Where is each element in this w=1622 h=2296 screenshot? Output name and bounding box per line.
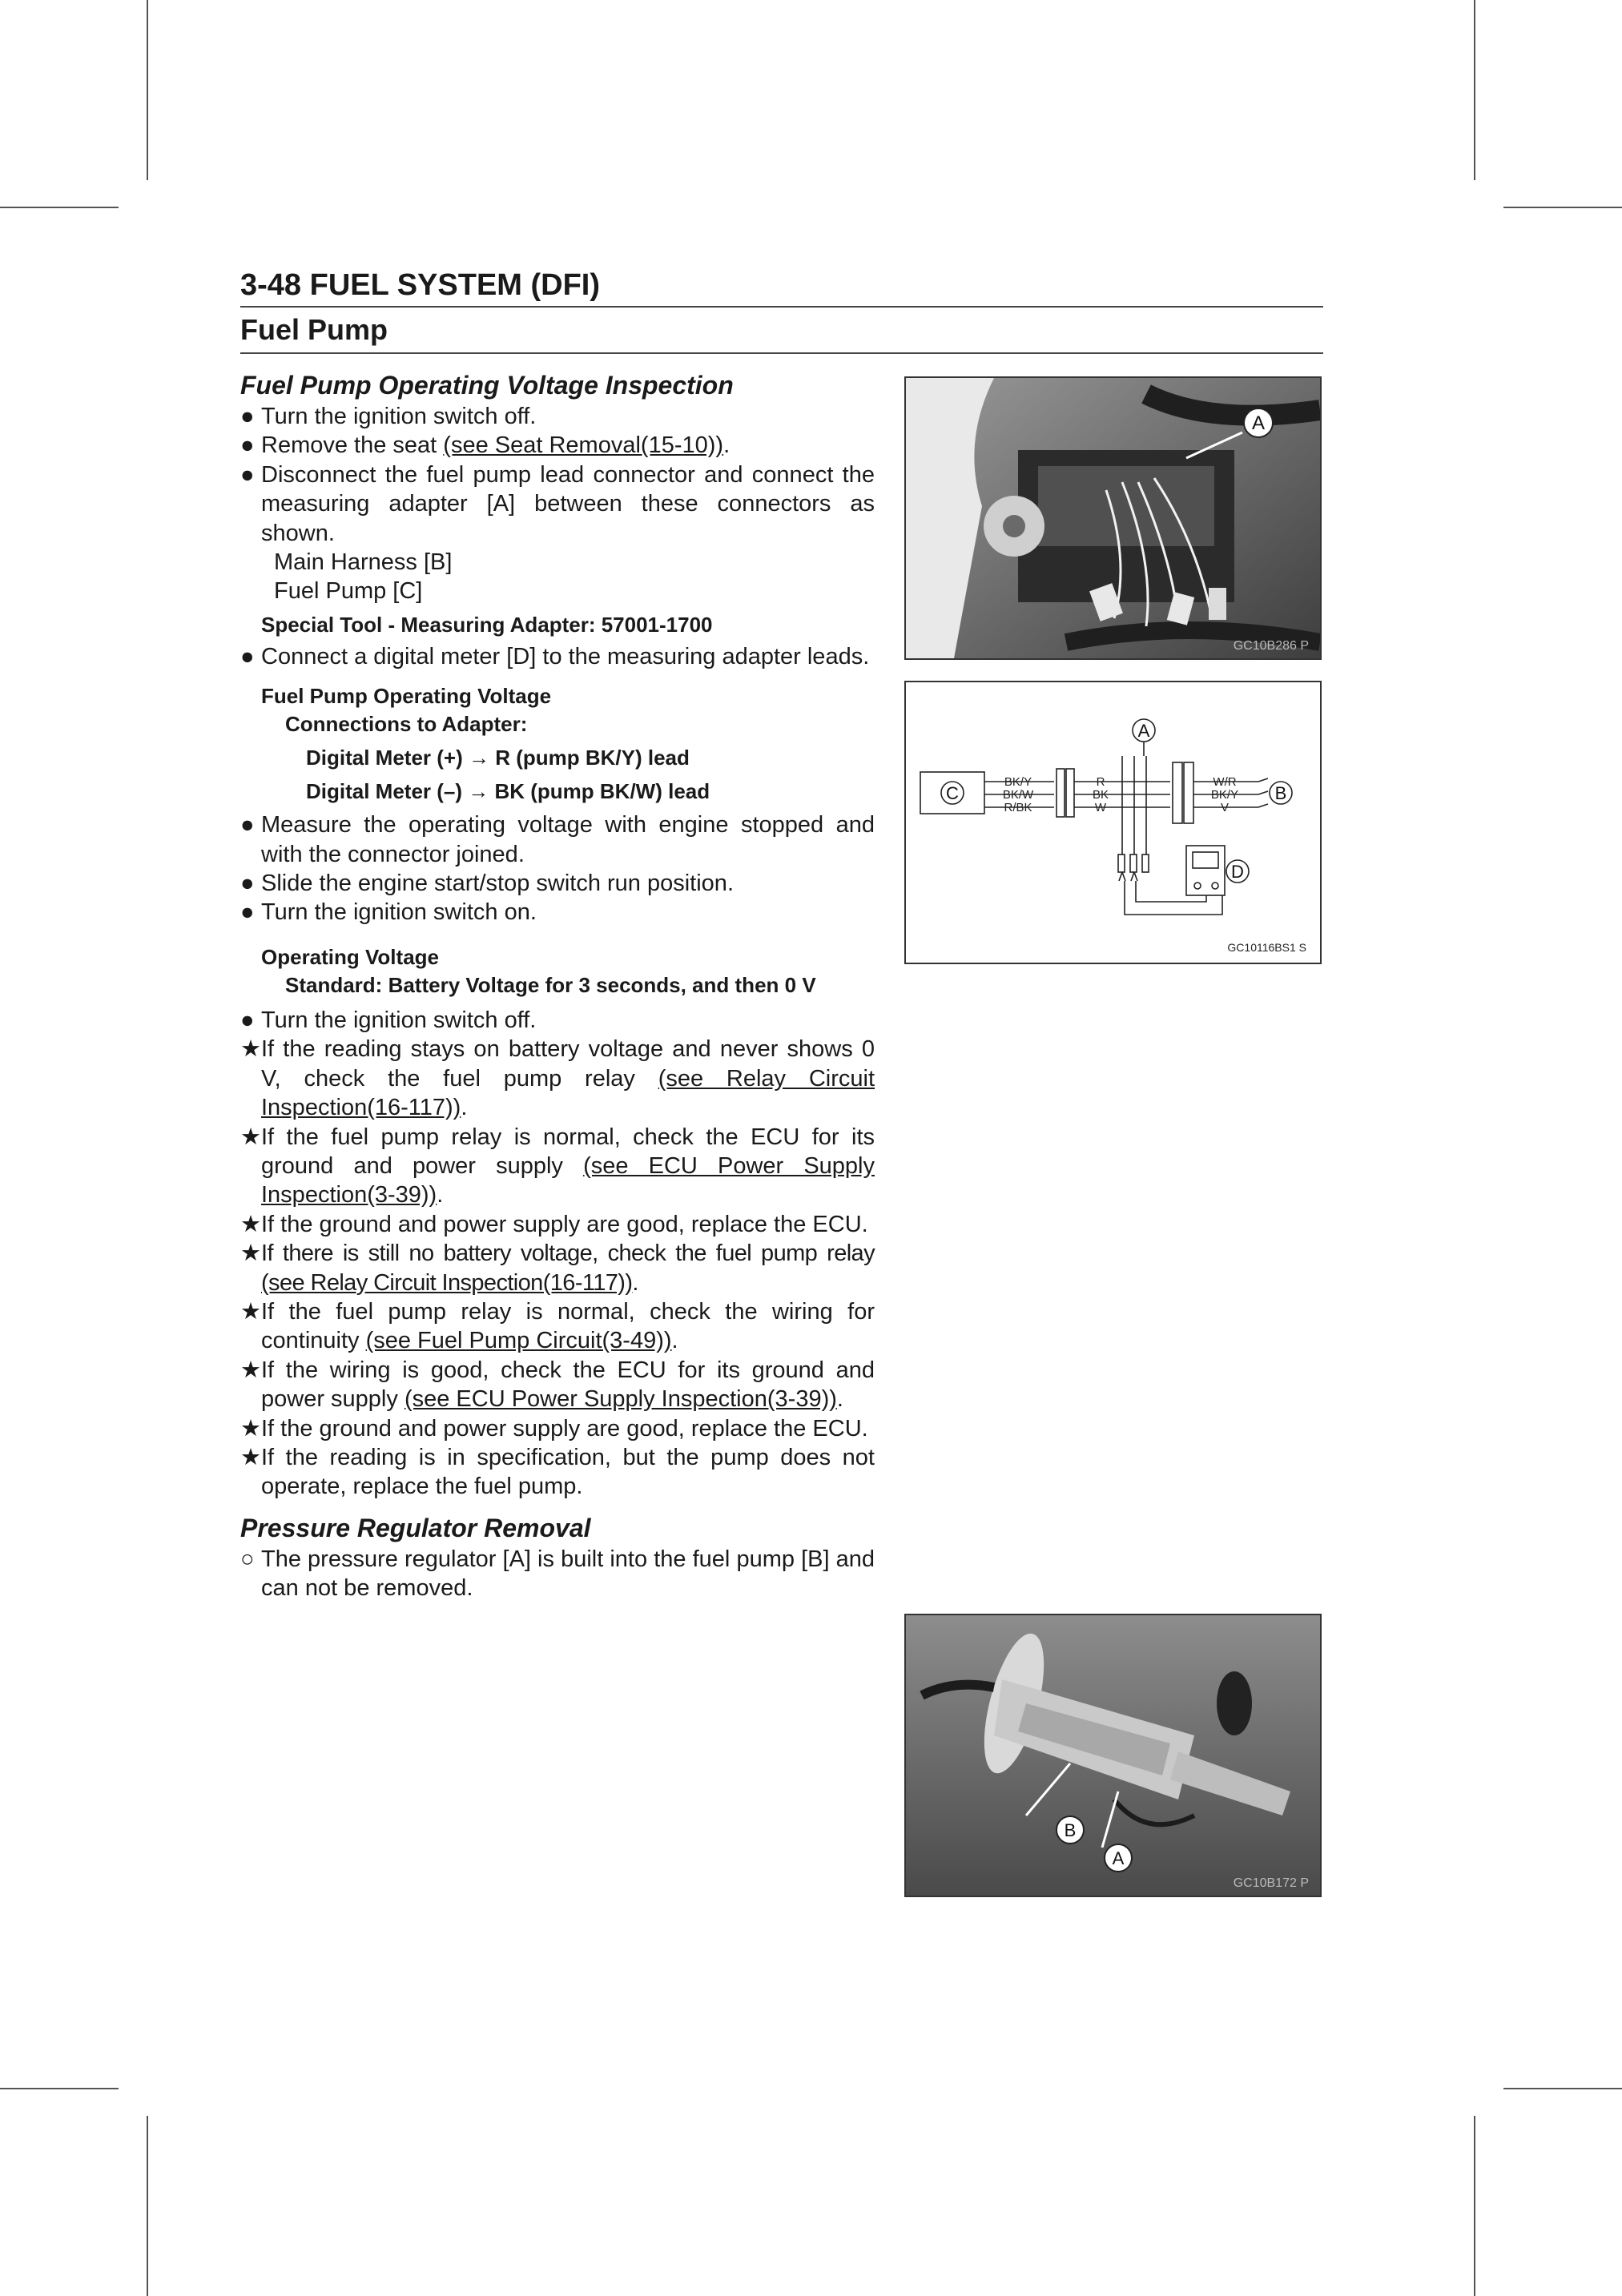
spec-line-negative: Digital Meter (–) → BK (pump BK/W) lead	[306, 779, 710, 804]
callout-a: A	[1251, 412, 1266, 434]
callout-c: C	[946, 783, 959, 803]
step-item: ● Measure the operating voltage with engine stopped and with the connector joined.	[240, 812, 875, 867]
relay-inspection-link[interactable]: (see Relay Circuit Inspection(16-117))	[261, 1269, 633, 1296]
star-icon: ★	[240, 1211, 261, 1237]
crop-mark	[0, 2088, 119, 2089]
callout-d: D	[1231, 862, 1244, 882]
crop-mark	[1503, 2088, 1622, 2089]
section-title: Fuel Pump	[240, 313, 388, 346]
star-icon: ★	[240, 1036, 261, 1063]
wire-label: BK	[1092, 788, 1109, 802]
photo-image	[906, 1615, 1320, 1896]
diagram-image	[906, 682, 1320, 963]
wire-label: R	[1096, 775, 1105, 789]
regulator-heading: Pressure Regulator Removal	[240, 1513, 591, 1542]
crop-mark	[1474, 2116, 1475, 2296]
voltage-spec-block	[240, 682, 875, 806]
crop-mark	[1503, 207, 1622, 208]
wire-label: W/R	[1213, 775, 1237, 789]
legend-main-harness: Main Harness [B]	[274, 549, 453, 576]
troubleshoot-item: ★ If the wiring is good, check the ECU for its ground and power supply (see ECU Power Supply Inspection(3-39)).	[240, 1357, 875, 1413]
star-icon: ★	[240, 1124, 261, 1150]
special-tool: Special Tool - Measuring Adapter: 57001-1700	[261, 612, 713, 637]
digital-meter	[1186, 846, 1225, 895]
spec-title: Fuel Pump Operating Voltage	[261, 684, 552, 709]
bullet-icon: ●	[240, 899, 255, 926]
page-title: 3-48 FUEL SYSTEM (DFI)	[240, 268, 601, 302]
callout-b: B	[1064, 1820, 1077, 1840]
wire-label: BK/W	[1002, 788, 1034, 802]
wire-label: BK/Y	[1210, 788, 1239, 802]
troubleshoot-item: ★ If the fuel pump relay is normal, check the wiring for continuity (see Fuel Pump Circuit(3-49)).	[240, 1298, 875, 1354]
regulator-note: ○ The pressure regulator [A] is built into the fuel pump [B] and can not be removed.	[240, 1546, 875, 1602]
wire-label: V	[1220, 801, 1230, 814]
legend-fuel-pump: Fuel Pump [C]	[274, 578, 423, 605]
bullet-icon: ●	[240, 432, 255, 459]
star-icon: ★	[240, 1298, 261, 1325]
photo-fuel-pump	[904, 1614, 1322, 1897]
photo-image	[906, 378, 1320, 658]
bullet-icon: ●	[240, 461, 255, 488]
text-column	[240, 368, 875, 1603]
star-icon: ★	[240, 1240, 261, 1267]
step-item: ● Turn the ignition switch off.	[240, 402, 875, 431]
troubleshoot-item: ★ If the reading is in specification, but the pump does not operate, replace the fuel pump.	[240, 1444, 875, 1500]
fuel-pump-circuit-link[interactable]: (see Fuel Pump Circuit(3-49))	[365, 1328, 672, 1354]
step-item: ● Remove the seat (see Seat Removal(15-10)).	[240, 431, 875, 460]
op-title: Operating Voltage	[261, 944, 439, 969]
troubleshoot-item: ★ If the ground and power supply are good, replace the ECU.	[240, 1210, 875, 1239]
troubleshoot-item: ★ If the fuel pump relay is normal, check the ECU for its ground and power supply (see ECU Power Supply Inspection(3-39)).	[240, 1124, 875, 1208]
step-item: ● Connect a digital meter [D] to the measuring adapter leads.	[240, 642, 875, 671]
ecu-power-link[interactable]: (see ECU Power Supply Inspection(3-39))	[404, 1386, 837, 1413]
step-item: ● Turn the ignition switch off.	[240, 1006, 875, 1035]
circle-icon: ○	[240, 1546, 255, 1572]
troubleshoot-item: ★ If the ground and power supply are good, replace the ECU.	[240, 1414, 875, 1443]
troubleshoot-item: ★ If the reading stays on battery voltage and never shows 0 V, check the fuel pump relay (see Relay Circuit Inspection(16-117)).	[240, 1036, 875, 1121]
crop-mark	[147, 0, 148, 180]
inspection-heading: Fuel Pump Operating Voltage Inspection	[240, 371, 734, 400]
figure-code: GC10B286 P	[1233, 639, 1309, 653]
bullet-icon: ●	[240, 643, 255, 669]
bullet-icon: ●	[240, 871, 255, 897]
crop-mark	[147, 2116, 148, 2296]
crop-mark	[1474, 0, 1475, 180]
callout-a: A	[1112, 1848, 1125, 1868]
figure-code: GC10B172 P	[1233, 1876, 1309, 1890]
section-rule	[240, 352, 1323, 354]
spec-line-positive: Digital Meter (+) → R (pump BK/Y) lead	[306, 746, 690, 770]
operating-voltage-block	[240, 943, 875, 999]
seat-removal-link[interactable]: (see Seat Removal(15-10))	[443, 432, 724, 459]
troubleshoot-item: ★ If there is still no battery voltage, check the fuel pump relay (see Relay Circuit Inspection(16-117)).	[240, 1240, 875, 1296]
wire-label: BK/Y	[1004, 775, 1032, 789]
relay-inspection-link[interactable]: (see Relay Circuit Inspection(16-117))	[261, 1065, 875, 1121]
wire-label: W	[1094, 801, 1107, 814]
callout-b: B	[1274, 783, 1287, 803]
ecu-power-link[interactable]: (see ECU Power Supply Inspection(3-39))	[261, 1152, 875, 1208]
step-item: ● Disconnect the fuel pump lead connector and connect the measuring adapter [A] between these connectors as shown.	[240, 461, 875, 546]
wire-label: R/BK	[1004, 801, 1032, 814]
star-icon: ★	[240, 1444, 261, 1470]
bullet-icon: ●	[240, 812, 255, 838]
callout-a: A	[1137, 721, 1150, 741]
star-icon: ★	[240, 1357, 261, 1383]
spec-subtitle: Connections to Adapter:	[285, 712, 528, 737]
crop-mark	[0, 207, 119, 208]
photo-adapter-connection	[904, 376, 1322, 660]
bullet-icon: ●	[240, 404, 255, 429]
op-standard: Standard: Battery Voltage for 3 seconds, and then 0 V	[285, 972, 816, 997]
bullet-icon: ●	[240, 1007, 255, 1033]
star-icon: ★	[240, 1415, 261, 1442]
wiring-diagram	[904, 681, 1322, 964]
page-header	[240, 264, 1323, 354]
step-item: ● Slide the engine start/stop switch run position.	[240, 869, 875, 898]
step-item: ● Turn the ignition switch on.	[240, 898, 875, 927]
figure-code: GC10116BS1 S	[1227, 941, 1306, 954]
